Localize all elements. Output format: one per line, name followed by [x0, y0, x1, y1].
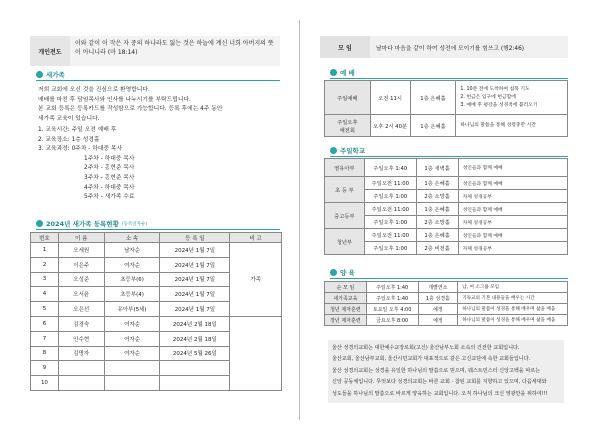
worship-title: 예 배	[340, 69, 355, 77]
welcome-line: 새가족 교육이 있습니다.	[38, 115, 100, 122]
member-group	[104, 376, 160, 391]
gathering-box	[320, 36, 568, 58]
dept-place: 1층 은혜홀	[416, 177, 458, 190]
register-date: 2024년 1월 7일	[160, 272, 230, 287]
dept-time: 주일오후 1:00	[364, 242, 416, 255]
member-name	[58, 361, 104, 376]
dept-name: 청년부	[325, 229, 365, 255]
education-info	[38, 126, 135, 203]
worship-desc-line: 1. 10분 전에 도착하여 침묵 기도	[460, 86, 530, 92]
worship-place: 1층 은혜홀	[410, 115, 456, 137]
dept-time: 주일오후 1:40	[364, 159, 416, 177]
register-date: 2024년 1월 7일	[160, 287, 230, 302]
member-name	[58, 376, 104, 391]
worship-time: 오후 2시 40분	[370, 115, 410, 137]
section-bullet-icon	[330, 147, 337, 154]
table-row	[325, 203, 568, 216]
worship-table	[324, 80, 568, 137]
program-desc: 기독교의 기본 내용들을 배우는 시간	[458, 293, 568, 304]
row-number: 6	[31, 316, 59, 331]
training-rule	[330, 278, 568, 279]
edu-schedule-item: 4주차 - 하대중 목사	[84, 184, 135, 191]
dept-desc: 자체 성경공부	[458, 242, 567, 255]
registration-table	[30, 232, 282, 391]
section-bullet-icon	[330, 269, 337, 276]
gathering-verse: 날마다 마음을 같이 하여 성전에 모이기를 힘쓰고 (행2:46)	[370, 36, 568, 58]
program-place: 1층 성경홀	[418, 293, 458, 304]
program-name: 새가족교육	[325, 293, 367, 304]
dept-name: 영유아부	[325, 159, 365, 177]
edu-place: 2. 교육장소: 1층 성경홀	[38, 136, 100, 143]
worship-time: 오전 11시	[370, 81, 410, 115]
row-number: 4	[31, 287, 59, 302]
dept-desc: 성인들과 함께 예배	[458, 229, 567, 242]
worship-heading	[330, 68, 355, 77]
worship-desc-line: 2. 헌금은 입구에 헌금함에	[460, 94, 516, 100]
edu-schedule-item: 2주차 - 홍현준 목사	[84, 165, 135, 172]
dept-name: 초 등 부	[325, 177, 365, 203]
program-name: 순 모 임	[325, 282, 367, 293]
edu-schedule-item: 3주차 - 홍현준 목사	[84, 174, 135, 181]
program-desc: 남, 여 소그룹 모임	[458, 282, 568, 293]
welcome-line: 본 교회 등록은 등록카드를 작성함으로 가능합니다. 등록 후에는 4주 동안	[38, 106, 223, 113]
newcomer-heading	[36, 70, 65, 79]
registration-rule	[36, 229, 280, 230]
newcomer-title: 새가족	[46, 71, 65, 79]
dept-desc: 자체 성경공부	[458, 216, 567, 229]
member-name: 오성준	[58, 272, 104, 287]
registration-subtitle: (등록일자순)	[121, 221, 148, 227]
dept-desc: 성인들과 함께 예배	[458, 177, 567, 190]
program-name: 장년 제자훈련	[325, 315, 367, 326]
register-date: 2024년 2월 18일	[160, 316, 230, 331]
edu-course: 3. 교육과정: 0주차 - 하대중 목사	[38, 146, 123, 153]
program-place: 예정	[418, 315, 458, 326]
member-name: 오세원	[58, 243, 104, 258]
dept-name: 중고등부	[325, 203, 365, 229]
register-date	[160, 361, 230, 376]
row-number: 7	[31, 331, 59, 346]
registration-title: 2024년 새가족 등록현황	[46, 220, 119, 228]
welcome-line: 예배를 마친 후 담임목사와 인사를 나누시기를 부탁드립니다.	[38, 96, 191, 103]
training-title: 양 육	[340, 269, 355, 277]
dept-place: 2층 비전홀	[416, 242, 458, 255]
table-row	[325, 315, 568, 326]
register-date: 2024년 2월 18일	[160, 331, 230, 346]
member-name: 안수현	[58, 331, 104, 346]
member-name: 오은선	[58, 302, 104, 317]
training-table	[324, 281, 568, 326]
worship-place: 1층 은혜홀	[410, 81, 456, 115]
evangelism-box	[30, 36, 280, 66]
member-group: 초등부(4)	[104, 287, 160, 302]
member-group: 여자순	[104, 331, 160, 346]
sunday-school-title: 주일학교	[340, 147, 366, 155]
dept-desc: 성인들과 함께 예배	[458, 203, 567, 216]
training-heading	[330, 268, 355, 277]
dept-time: 주일오후 1:00	[364, 190, 416, 203]
row-number: 2	[31, 257, 59, 272]
sunday-school-heading	[330, 146, 365, 155]
register-date	[160, 376, 230, 391]
table-row	[325, 229, 568, 242]
table-row	[325, 115, 568, 137]
gathering-label: 모 임	[320, 36, 370, 58]
dept-desc: 자체 성경공부	[458, 190, 567, 203]
family-note: 가족	[230, 243, 282, 317]
table-row	[325, 177, 568, 190]
register-date: 2024년 1월 7일	[160, 257, 230, 272]
welcome-text	[38, 86, 283, 124]
program-desc: 하나님의 말씀이 성경을 통해 배우며 삶을 배움	[458, 304, 568, 315]
table-row	[31, 316, 282, 331]
table-row	[325, 304, 568, 315]
section-bullet-icon	[36, 220, 43, 227]
table-row	[325, 293, 568, 304]
church-intro-line: 신앙 공동체입니다. 무엇보다 성경의교회는 바른 교회 · 참된 교회를 지향하고 있으며, 다음세대와	[332, 379, 547, 386]
worship-desc: 하나님의 말씀을 통해 성령충만 시간	[456, 115, 568, 137]
member-name: 오서윤	[58, 287, 104, 302]
worship-label: 주일예배	[325, 81, 371, 115]
register-date: 2024년 5월 26일	[160, 346, 230, 361]
member-group: 초등부(6)	[104, 272, 160, 287]
column-header: 등 록 일	[160, 233, 230, 243]
member-group: 여자순	[104, 346, 160, 361]
dept-place: 1층 은혜홀	[416, 229, 458, 242]
dept-time: 주일오전 11:00	[364, 203, 416, 216]
table-row	[325, 81, 568, 115]
church-intro-line: 울산 성경의교회는 대한예수교장로회(고신) 울산남부노회 소속의 건전한 교회입니다.	[332, 345, 520, 351]
worship-label: 주일오후 예전회	[325, 115, 371, 137]
program-place: 예정	[418, 304, 458, 315]
register-date: 2024년 1월 7일	[160, 302, 230, 317]
dept-place: 1층 은혜홀	[416, 203, 458, 216]
section-bullet-icon	[36, 71, 43, 78]
church-intro-line: 성도들을 하나님의 말씀으로 바르게 양육하는 교회입니다. 오직 하나님의 크신 영광만을 위하여!!!	[332, 390, 548, 397]
dept-place: 2층 소망홀	[416, 216, 458, 229]
program-time: 금요오후 8:00	[366, 315, 418, 326]
worship-desc-line: 3. 예배 후 평강을 성경적에 불러오기	[460, 102, 538, 108]
evangelism-label: 개인전도	[30, 36, 70, 66]
row-number: 9	[31, 361, 59, 376]
row-number: 5	[31, 302, 59, 317]
dept-time: 주일오전 11:00	[364, 177, 416, 190]
edu-schedule-item: 1주차 - 하대중 목사	[84, 155, 135, 162]
row-number: 3	[31, 272, 59, 287]
program-desc: 하나님의 말씀이 성경을 통해 배우며 삶을 배움	[458, 315, 568, 326]
dept-place: 1층 새벽홀	[416, 159, 458, 177]
table-row	[325, 282, 568, 293]
dept-desc: 성인들과 함께 예배	[458, 159, 567, 177]
member-group: 여자순	[104, 316, 160, 331]
member-name: 김명자	[58, 346, 104, 361]
table-row	[31, 243, 282, 258]
member-group: 여자순	[104, 257, 160, 272]
sunday-school-table	[324, 158, 568, 255]
column-header: 이 름	[58, 233, 104, 243]
church-intro-line: 울산교회, 울산남부교회, 울산시민교회가 대표적으로 같은 고신교단에 속한 교회들입니다.	[332, 356, 531, 363]
column-header: 번호	[31, 233, 59, 243]
program-time: 주일오후 1:40	[366, 293, 418, 304]
program-time: 토요일 오후 4:00	[366, 304, 418, 315]
table-header-row	[31, 233, 282, 243]
row-number: 10	[31, 376, 59, 391]
welcome-line: 저희 교회에 오신 것을 진심으로 환영합니다.	[38, 87, 150, 93]
sunday-school-rule	[330, 156, 568, 157]
program-time: 주일오후 1:40	[366, 282, 418, 293]
worship-desc	[456, 81, 568, 115]
edu-time: 1. 교육시간: 주일 오전 예배 후	[38, 127, 117, 133]
dept-time: 주일오후 1:00	[364, 216, 416, 229]
register-date: 2024년 1월 7일	[160, 243, 230, 258]
worship-rule	[330, 78, 568, 79]
edu-schedule-item: 5주차 - 새가족 수료	[84, 194, 135, 201]
dept-time: 주일오전 11:00	[364, 229, 416, 242]
program-place: 개별연소	[418, 282, 458, 293]
column-header: 비 고	[230, 233, 282, 243]
evangelism-verse: 이와 같이 이 작은 자 중의 하나라도 잃는 것은 하늘에 계신 너희 아버지의 뜻이 아니니라 (마 18:14)	[70, 36, 280, 66]
table-row	[325, 159, 568, 177]
church-intro-line: 울산 성경의교회는 성경을 유일한 하나님의 말씀으로 믿으며, 웨스트민스터 신앙고백을 따르는	[332, 367, 541, 374]
registration-heading	[36, 219, 147, 228]
member-group	[104, 361, 160, 376]
empty-note	[230, 316, 282, 390]
row-number: 1	[31, 243, 59, 258]
section-bullet-icon	[330, 69, 337, 76]
dept-place: 2층 소망홀	[416, 190, 458, 203]
row-number: 8	[31, 346, 59, 361]
member-name: 이은주	[58, 257, 104, 272]
column-header: 소 속	[104, 233, 160, 243]
church-intro	[328, 340, 564, 403]
newcomer-rule	[36, 80, 280, 81]
member-group: 남자순	[104, 243, 160, 258]
program-name: 청년 제자훈련	[325, 304, 367, 315]
member-name: 김경숙	[58, 316, 104, 331]
member-group: 유아부(5세)	[104, 302, 160, 317]
